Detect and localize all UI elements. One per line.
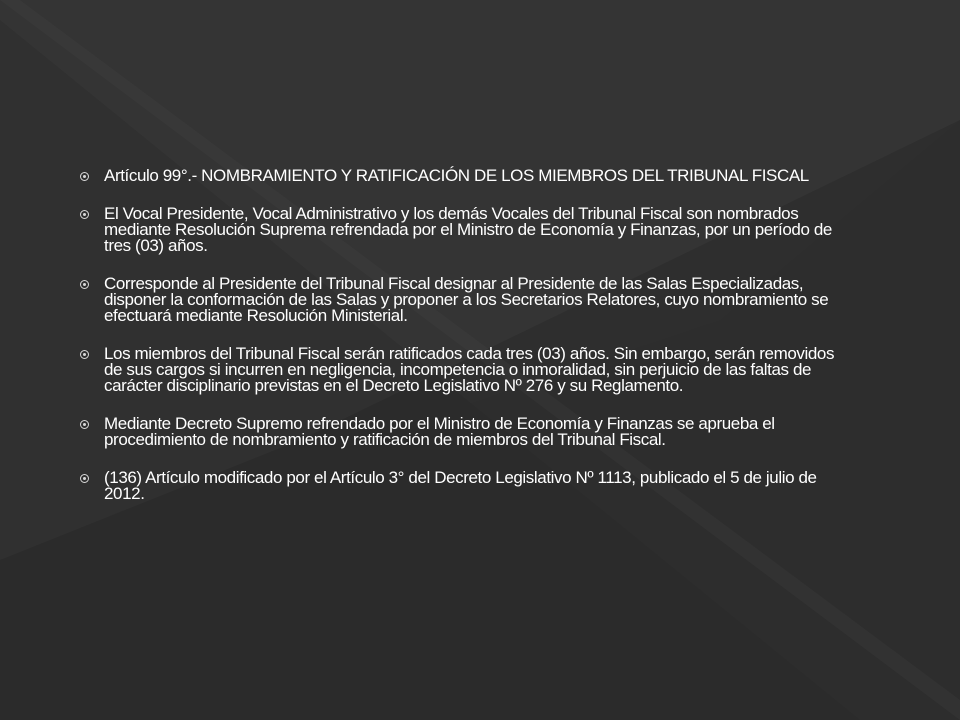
circle-dot-icon bbox=[80, 474, 89, 483]
bullet-text: (136) Artículo modificado por el Artículo 3° del Decreto Legislativo Nº 1113, publicado el 5 de julio de 2012. bbox=[104, 468, 817, 503]
bullet-item bbox=[80, 276, 840, 324]
circle-dot-icon bbox=[80, 350, 89, 359]
bullet-text: Corresponde al Presidente del Tribunal Fiscal designar al Presidente de las Salas Especializadas, disponer la conformación de las Salas y proponer a los Secretarios Relatores, cuyo nombramiento se efectuará mediante Resolución Ministerial. bbox=[104, 274, 829, 325]
bullet-text: Artículo 99°.- NOMBRAMIENTO Y RATIFICACIÓN DE LOS MIEMBROS DEL TRIBUNAL FISCAL bbox=[104, 166, 809, 185]
circle-dot-icon bbox=[80, 280, 89, 289]
bullet-item bbox=[80, 206, 840, 254]
bullet-item bbox=[80, 346, 840, 394]
circle-dot-icon bbox=[80, 420, 89, 429]
bullet-text: El Vocal Presidente, Vocal Administrativo y los demás Vocales del Tribunal Fiscal son nombrados mediante Resolución Suprema refrendada por el Ministro de Economía y Finanzas, por un período de tres (03) años. bbox=[104, 204, 832, 255]
bullet-item bbox=[80, 470, 840, 502]
circle-dot-icon bbox=[80, 210, 89, 219]
bullet-text: Mediante Decreto Supremo refrendado por el Ministro de Economía y Finanzas se aprueba el procedimiento de nombramiento y ratificación de miembros del Tribunal Fiscal. bbox=[104, 414, 775, 449]
bullet-item bbox=[80, 416, 840, 448]
bullet-list bbox=[80, 168, 840, 524]
bullet-item bbox=[80, 168, 840, 184]
bullet-text: Los miembros del Tribunal Fiscal serán ratificados cada tres (03) años. Sin embargo, serán removidos de sus cargos si incurren en negligencia, incompetencia o inmoralidad, sin perjuicio de las faltas de carácter disciplinario previstas en el Decreto Legislativo Nº 276 y su Reglamento. bbox=[104, 344, 835, 395]
circle-dot-icon bbox=[80, 172, 89, 181]
